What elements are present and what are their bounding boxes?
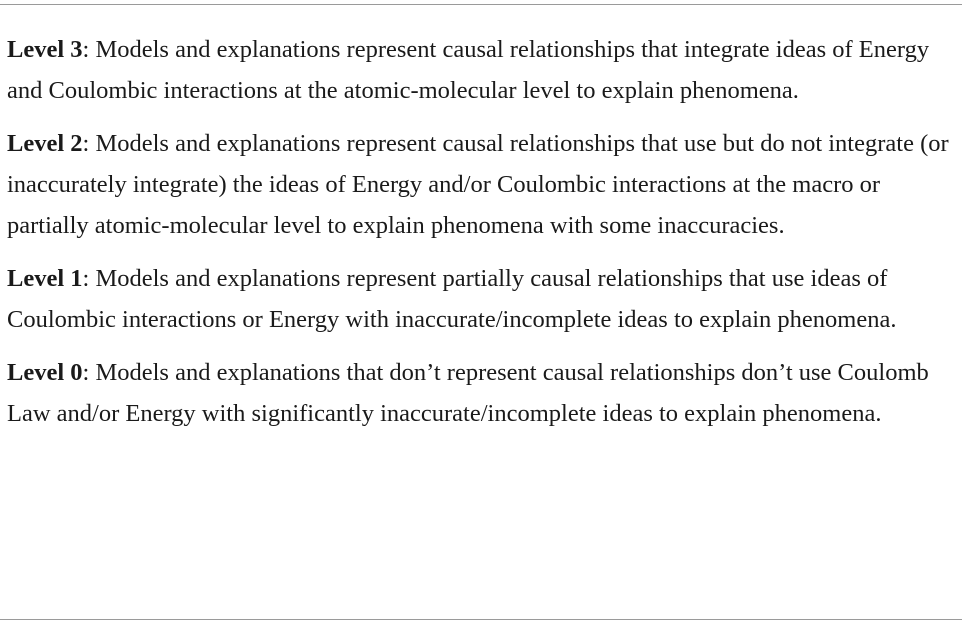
level-2-label: Level 2: [7, 130, 83, 157]
level-1-label: Level 1: [7, 265, 83, 292]
level-1-description: : Models and explanations represent partially causal relationships that use ideas of Coulombic interactions or Energy with inaccurate/incomplete ideas to explain phenomena.: [7, 265, 897, 333]
top-rule: [0, 4, 962, 5]
level-1-paragraph: [7, 258, 962, 340]
levels-list: [7, 29, 962, 446]
bottom-rule: [0, 619, 962, 620]
level-2-description: : Models and explanations represent causal relationships that use but do not integrate (or inaccurately integrate) the ideas of Energy and/or Coulombic interactions at the macro or partially atomic-molecular level to explain phenomena with some inaccuracies.: [7, 130, 949, 239]
level-3-paragraph: [7, 29, 962, 111]
level-3-description: : Models and explanations represent causal relationships that integrate ideas of Energy and Coulombic interactions at the atomic-molecular level to explain phenomena.: [7, 36, 930, 104]
level-3-label: Level 3: [7, 36, 83, 63]
level-0-label: Level 0: [7, 359, 83, 386]
level-0-description: : Models and explanations that don’t represent causal relationships don’t use Coulomb Law and/or Energy with significantly inaccurate/incomplete ideas to explain phenomena.: [7, 359, 929, 427]
level-0-paragraph: [7, 352, 962, 434]
level-2-paragraph: [7, 123, 962, 246]
